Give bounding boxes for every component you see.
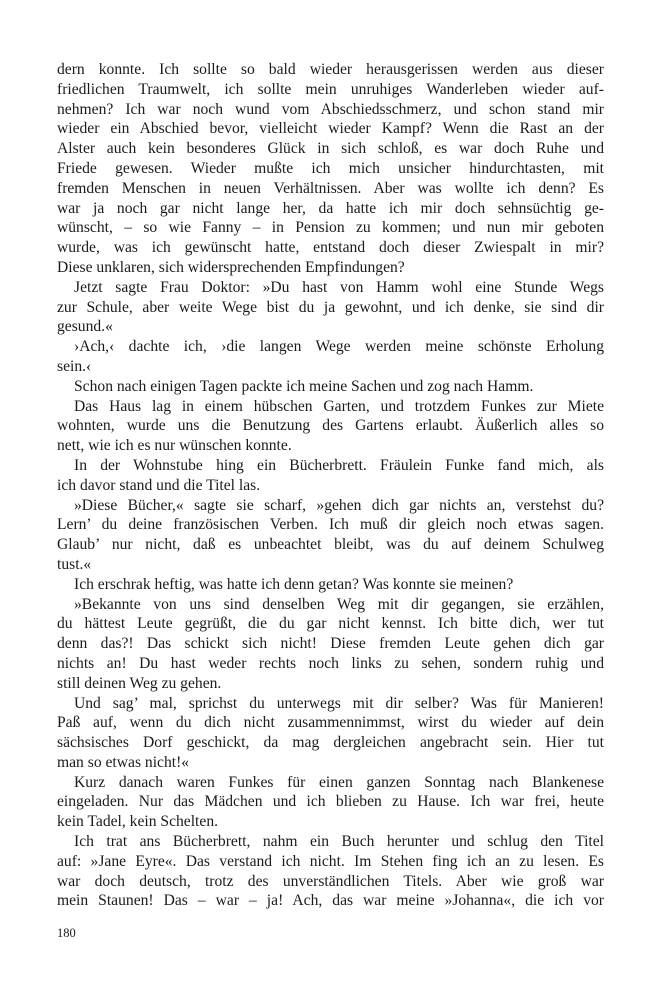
- text-line: Friede gewesen. Wieder mußte ich mich unsicher hindurchtasten, mit: [57, 159, 604, 177]
- text-line: Glaub’ nur nicht, daß es unbeachtet bleibt, was du auf deinem Schulweg: [57, 536, 604, 554]
- text-line: Ich trat ans Bücherbrett, nahm ein Buch herunter und schlug den Titel: [74, 833, 604, 851]
- text-line: Diese unklaren, sich widersprechenden Empfindungen?: [57, 258, 405, 276]
- text-line: man so etwas nicht!«: [57, 753, 190, 771]
- text-line: tust.«: [57, 555, 92, 573]
- paragraph: [57, 377, 604, 397]
- text-line: wohnten, wurde uns die Benutzung des Gartens erlaubt. Äußerlich alles so: [57, 417, 604, 435]
- text-line: In der Wohnstube hing ein Bücherbrett. Fräulein Funke fand mich, als: [74, 456, 604, 474]
- text-line: auf: »Jane Eyre«. Das verstand ich nicht. Im Stehen fing ich an zu lesen. Es: [57, 852, 604, 870]
- paragraph: [57, 456, 604, 496]
- text-line: gesund.«: [57, 318, 113, 336]
- text-line: wieder ein Abschied bevor, vielleicht wieder Kampf? Wenn die Rast an der: [57, 120, 604, 138]
- text-line: friedlichen Traumwelt, ich sollte mein unruhiges Wanderleben wieder auf-: [57, 80, 604, 98]
- text-line: war ja noch gar nicht lange her, da hatte ich mir doch sehnsüchtig ge-: [57, 199, 604, 217]
- text-line: sächsisches Dorf geschickt, da mag dergleichen angebracht sein. Hier tut: [57, 734, 604, 752]
- paragraph: [57, 397, 604, 456]
- text-line: wünscht, – so wie Fanny – in Pension zu kommen; und nun mir geboten: [57, 219, 604, 237]
- text-line: Paß auf, wenn du dich nicht zusammennimmst, wirst du wieder auf dein: [57, 714, 604, 732]
- paragraph: [57, 773, 604, 832]
- text-line: denn das?! Das schickt sich nicht! Diese fremden Leute gehen dich gar: [57, 635, 604, 653]
- text-line: wurde, was ich gewünscht hatte, entstand doch dieser Zwiespalt in mir?: [57, 239, 604, 257]
- paragraph: [57, 832, 604, 911]
- text-line: Schon nach einigen Tagen packte ich meine Sachen und zog nach Hamm.: [74, 377, 534, 395]
- text-line: ›Ach,‹ dachte ich, ›die langen Wege werden meine schönste Erholung: [74, 338, 604, 356]
- text-line: still deinen Weg zu gehen.: [57, 674, 222, 692]
- text-line: mein Staunen! Das – war – ja! Ach, das war meine »Johanna«, die ich vor: [57, 892, 604, 910]
- text-line: dern konnte. Ich sollte so bald wieder herausgerissen werden aus dieser: [57, 61, 604, 78]
- paragraph: [57, 595, 604, 694]
- page-text: [57, 60, 604, 911]
- paragraph: [57, 575, 604, 595]
- text-line: nett, wie ich es nur wünschen konnte.: [57, 437, 292, 455]
- paragraph: [57, 496, 604, 575]
- text-line: Lern’ du deine französischen Verben. Ich muß dir gleich noch etwas sagen.: [57, 516, 604, 534]
- text-line: Kurz danach waren Funkes für einen ganzen Sonntag nach Blankenese: [74, 773, 604, 791]
- text-line: ich davor stand und die Titel las.: [57, 476, 261, 494]
- paragraph: [57, 278, 604, 337]
- text-line: fremden Menschen in neuen Verhältnissen. Aber was wollte ich denn? Es: [57, 179, 604, 197]
- text-line: Jetzt sagte Frau Doktor: »Du hast von Hamm wohl eine Stunde Wegs: [74, 278, 604, 296]
- paragraph: [57, 337, 604, 377]
- paragraph: [57, 60, 604, 278]
- text-line: Das Haus lag in einem hübschen Garten, und trotzdem Funkes zur Miete: [74, 397, 604, 415]
- text-line: nichts an! Du hast weder rechts noch links zu sehen, sondern ruhig und: [57, 654, 604, 672]
- text-line: »Diese Bücher,« sagte sie scharf, »gehen dich gar nichts an, verstehst du?: [74, 496, 604, 514]
- text-line: Ich erschrak heftig, was hatte ich denn getan? Was konnte sie meinen?: [74, 575, 514, 593]
- text-line: kein Tadel, kein Schelten.: [57, 813, 219, 831]
- page-number: 180: [57, 926, 76, 940]
- text-line: Alster auch kein besonderes Glück in sich schloß, es war doch Ruhe und: [57, 140, 604, 158]
- text-line: nehmen? Ich war noch wund vom Abschiedsschmerz, und schon stand mir: [57, 100, 604, 118]
- text-line: war doch deutsch, trotz des unverständlichen Titels. Aber wie groß war: [57, 872, 604, 890]
- text-line: Und sag’ mal, sprichst du unterwegs mit dir selber? Was für Manieren!: [74, 694, 604, 712]
- text-line: sein.‹: [57, 357, 92, 375]
- paragraph: [57, 694, 604, 773]
- text-line: »Bekannte von uns sind denselben Weg mit dir gegangen, sie erzählen,: [74, 595, 604, 613]
- text-line: eingeladen. Nur das Mädchen und ich blieben zu Hause. Ich war frei, heute: [57, 793, 604, 811]
- text-line: du hättest Leute gegrüßt, die du gar nicht kennst. Ich bitte dich, wer tut: [57, 615, 604, 633]
- text-line: zur Schule, aber weite Wege bist du ja gewohnt, und ich denke, sie sind dir: [57, 298, 604, 316]
